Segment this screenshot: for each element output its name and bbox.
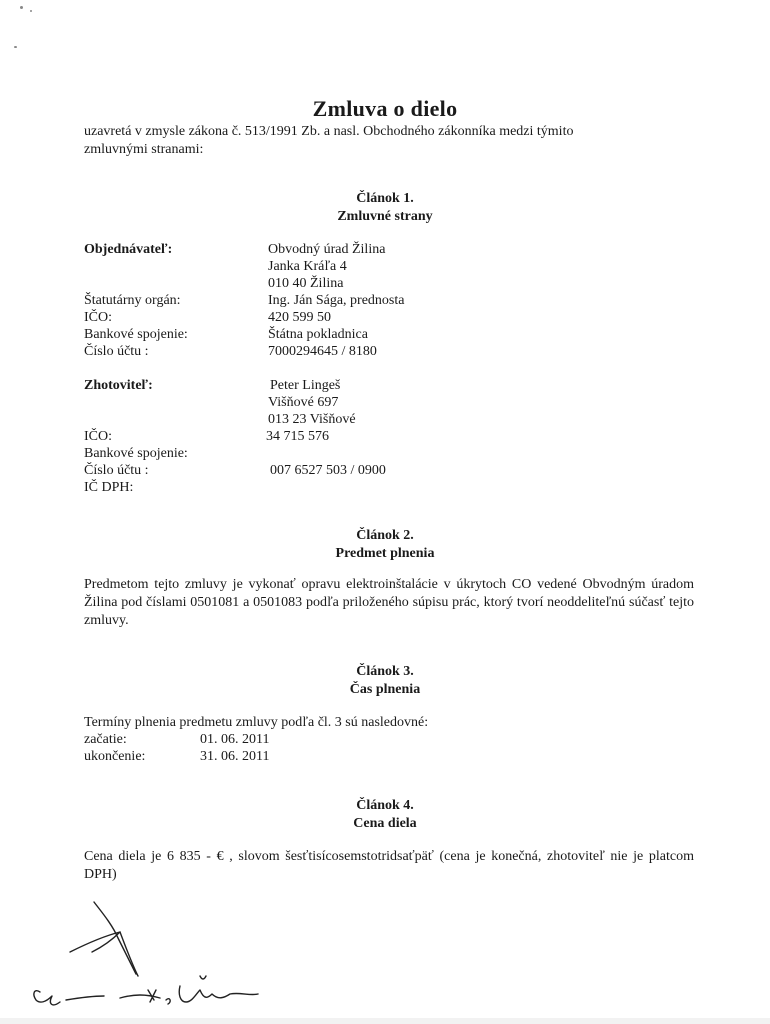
client-ico-value: 420 599 50 (268, 310, 331, 325)
article-3-terms (84, 714, 428, 765)
contractor-account-value: 007 6527 503 / 0900 (270, 463, 386, 478)
article-3-number: Článok 3. (356, 664, 414, 679)
scan-speck (20, 6, 23, 9)
client-heading: Objednávateľ: (84, 242, 173, 257)
client-account-value: 7000294645 / 8180 (268, 344, 377, 359)
article-3-heading (0, 663, 770, 699)
article-3-intro: Termíny plnenia predmetu zmluvy podľa čl. 3 sú nasledovné: (84, 715, 429, 730)
end-value: 31. 06. 2011 (200, 749, 270, 764)
article-4-text: Cena diela je 6 835 - € , slovom šesťtisícosemstotridsaťpäť (cena je konečná, zhotoviteľ nie je platcom DPH) (84, 849, 694, 882)
intro-line-2: zmluvnými stranami: (84, 142, 204, 157)
intro-line-1: uzavretá v zmysle zákona č. 513/1991 Zb. a nasl. Obchodného zákonníka medzi týmito (84, 124, 574, 139)
article-4-number: Článok 4. (356, 798, 414, 813)
article-2-number: Článok 2. (356, 528, 414, 543)
article-3-title: Čas plnenia (349, 682, 421, 697)
start-row (84, 731, 428, 748)
end-label: ukončenie: (84, 749, 146, 764)
end-row (84, 748, 428, 765)
client-rep-value: Ing. Ján Sága, prednosta (268, 293, 405, 308)
article-2-title: Predmet plnenia (335, 546, 435, 561)
handwritten-signature (0, 890, 320, 1024)
article-1-number: Článok 1. (356, 191, 414, 206)
scan-speck (30, 10, 32, 12)
contractor-account-label: Číslo účtu : (84, 463, 149, 478)
client-city: 010 40 Žilina (268, 276, 344, 291)
article-2-heading (0, 527, 770, 563)
client-account-label: Číslo účtu : (84, 344, 149, 359)
contractor-bank-label: Bankové spojenie: (84, 446, 188, 461)
contractor-street: Višňové 697 (268, 395, 339, 410)
contractor-ico-value: 34 715 576 (266, 429, 329, 444)
contractor-vat-label: IČ DPH: (84, 480, 134, 495)
scan-speck (14, 46, 17, 48)
client-bank-label: Bankové spojenie: (84, 327, 188, 342)
start-label: začatie: (84, 732, 127, 747)
contractor-name: Peter Lingeš (270, 378, 341, 393)
article-2-text: Predmetom tejto zmluvy je vykonať opravu elektroinštalácie v úkrytoch CO vedené Obvodným úradom Žilina pod číslami 0501081 a 0501083 podľa priloženého súpisu prác, ktorý tvorí neoddeliteľnú súčasť tejto zmluvy. (84, 577, 694, 628)
article-4-heading (0, 797, 770, 833)
contractor-city: 013 23 Višňové (268, 412, 356, 427)
scan-edge (0, 1018, 770, 1024)
client-street: Janka Kráľa 4 (268, 259, 347, 274)
client-name: Obvodný úrad Žilina (268, 242, 386, 257)
article-1-heading (0, 190, 770, 226)
client-rep-label: Štatutárny orgán: (84, 293, 181, 308)
article-4-title: Cena diela (353, 816, 417, 831)
client-bank-value: Štátna pokladnica (268, 327, 368, 342)
client-ico-label: IČO: (84, 310, 112, 325)
contractor-heading: Zhotoviteľ: (84, 378, 153, 393)
document-title: Zmluva o dielo (312, 96, 458, 121)
start-value: 01. 06. 2011 (200, 732, 270, 747)
article-1-title: Zmluvné strany (337, 209, 433, 224)
intro-text (84, 123, 684, 159)
contractor-ico-label: IČO: (84, 429, 112, 444)
